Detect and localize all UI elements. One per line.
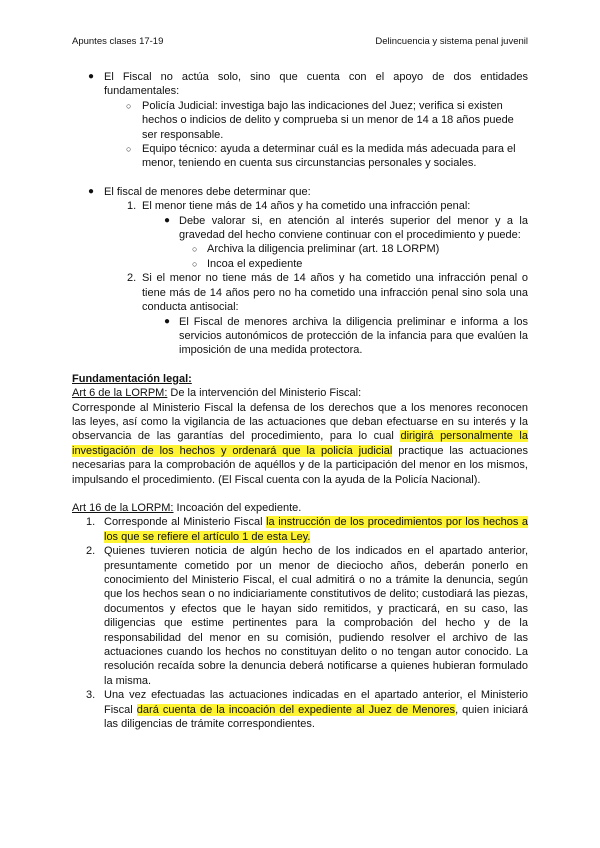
bullet-circle-icon: ○ <box>192 258 198 269</box>
art6-paragraph: Corresponde al Ministerio Fiscal la defensa de los derechos que a los menores reconocen las leyes, así como la vigilancia de las actuaciones que deban efectuarse en su interés y la observancia de las garantías del procedimiento, para lo cual dirigirá personalmente la investigación de los hechos y ordenará que la policía judicial practique las actuaciones necesarias para la comprobación de aquéllos y de la participación del menor en los mismos, impulsando el procedimiento. (El Fiscal cuenta con la ayuda de la Policía Nacional). <box>72 401 529 486</box>
numbered-item-1: 1. El menor tiene más de 14 años y ha cometido una infracción penal: <box>127 200 471 213</box>
option-archiva: ○ Archiva la diligencia preliminar (art. 18 LORPM) <box>192 243 440 256</box>
document-body <box>72 70 528 731</box>
legal-heading: Fundamentación legal: <box>72 372 192 385</box>
art16-item-3: 3. Una vez efectuadas las actuaciones indicadas en el apartado anterior, el Ministerio Fiscal dará cuenta de la incoación del expediente al Juez de Menores, quien iniciará las diligencias de trámite correspondientes. <box>86 689 529 731</box>
option-incoa: ○ Incoa el expediente <box>192 257 303 270</box>
bullet-circle-icon: ○ <box>192 244 198 255</box>
item1-valoracion: ● Debe valorar si, en atención al interés superior del menor y a la gravedad del hecho conviene continuar con el procedimiento y puede: <box>164 214 528 242</box>
highlight: la instrucción de los procedimientos por los hechos a los que se refiere el artículo 1 de esta Ley. <box>104 516 529 543</box>
bullet-disc-icon: ● <box>164 214 171 226</box>
page-header <box>72 36 528 47</box>
numbered-item-2: 2. Si el menor no tiene más de 14 años y ha cometido una infracción penal o tiene más de 14 años pero no ha cometido una infracción penal sino sola una conducta antisocial: <box>127 272 528 314</box>
item2-archiva: ● El Fiscal de menores archiva la diligencia preliminar e informa a los servicios autonómicos de protección de la infancia para que evalúen la imposición de una medida protectora. <box>164 315 528 357</box>
art6-heading: Art 6 de la LORPM: De la intervención del Ministerio Fiscal: <box>72 387 362 400</box>
bullet-fiscal-intro: ● El Fiscal no actúa solo, sino que cuenta con el apoyo de dos entidades fundamentales: <box>88 71 528 98</box>
sub-bullet-equipo: ○ Equipo técnico: ayuda a determinar cuál es la medida más adecuada para el menor, teniendo en cuenta sus circunstancias personales y sociales. <box>126 143 516 170</box>
bullet-fiscal-menores: ● El fiscal de menores debe determinar que: <box>88 185 311 198</box>
header-left: Apuntes clases 17-19 <box>72 36 164 47</box>
bullet-disc-icon: ● <box>164 315 171 327</box>
bullet-disc-icon: ● <box>88 185 95 197</box>
art16-item-2: 2. Quienes tuvieren noticia de algún hecho de los indicados en el apartado anterior, presuntamente cometido por un menor de dieciocho años, deberán ponerlo en conocimiento del Ministerio Fiscal, el cual admitirá o no a trámite la denuncia, según que los hechos sean o no indiciariamente constitutivos de delito; custodiará las piezas, documentos y efectos que le hayan sido remitidos, y practicará, en su caso, las diligencias que estime pertinentes para la comprobación del hecho y de la responsabilidad del menor en su comisión, pudiendo resolver el archivo de las actuaciones cuando los hechos no constituyan delito o no tengan autor conocido. La resolución recaída sobre la denuncia deberá notificarse a quienes hubieran formulado la misma. <box>86 545 528 687</box>
highlight: dará cuenta de la incoación del expediente al Juez de Menores <box>136 703 456 716</box>
highlight: dirigirá personalmente la investigación de los hechos y ordenará que la policía judicial <box>72 430 528 457</box>
header-right: Delincuencia y sistema penal juvenil <box>375 36 528 47</box>
art16-heading: Art 16 de la LORPM: Incoación del expediente. <box>72 501 302 514</box>
sub-bullet-policia: ○ Policía Judicial: investiga bajo las indicaciones del Juez; verifica si existen hechos o indicios de delito y comprueba si un menor de 14 a 18 años puede ser responsable. <box>126 99 514 141</box>
art16-item-1: 1. Corresponde al Ministerio Fiscal la instrucción de los procedimientos por los hechos a los que se refiere el artículo 1 de esta Ley. <box>86 516 529 543</box>
bullet-circle-icon: ○ <box>126 144 132 155</box>
bullet-disc-icon: ● <box>88 71 95 82</box>
bullet-circle-icon: ○ <box>126 100 132 111</box>
